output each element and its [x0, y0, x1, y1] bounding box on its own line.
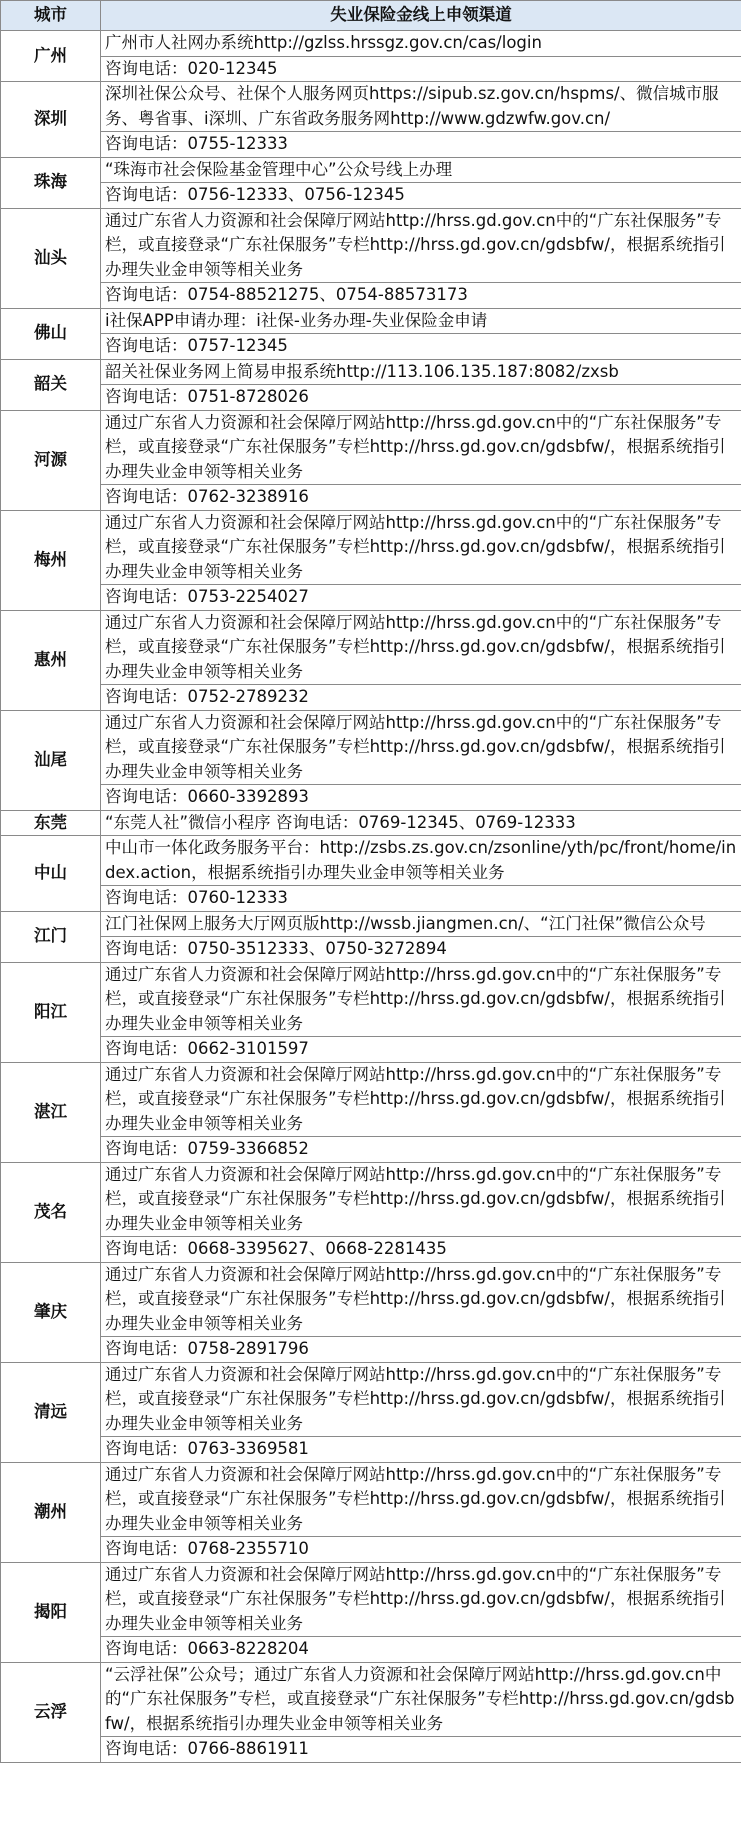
contact-phone: 咨询电话：0751-8728026 — [101, 385, 741, 411]
table-row — [1, 385, 741, 411]
table-row — [1, 911, 741, 937]
channel-text: 通过广东省人力资源和社会保障厅网站http://hrss.gd.gov.cn中的“广东社保服务”专栏，或直接登录“广东社保服务”专栏http://hrss.gd.gov.cn/gdsbfw/，根据系统指引办理失业金申领等相关业务 — [101, 1262, 741, 1337]
contact-phone: 咨询电话：0662-3101597 — [101, 1037, 741, 1063]
city-name: 东莞 — [1, 810, 101, 836]
contact-phone: 咨询电话：0668-3395627、0668-2281435 — [101, 1237, 741, 1263]
city-name: 韶关 — [1, 359, 101, 410]
contact-phone: 咨询电话：0757-12345 — [101, 334, 741, 360]
city-name: 中山 — [1, 836, 101, 912]
city-name: 河源 — [1, 410, 101, 510]
table-row — [1, 1537, 741, 1563]
city-name: 广州 — [1, 31, 101, 82]
channel-text: 通过广东省人力资源和社会保障厅网站http://hrss.gd.gov.cn中的“广东社保服务”专栏，或直接登录“广东社保服务”专栏http://hrss.gd.gov.cn/gdsbfw/，根据系统指引办理失业金申领等相关业务 — [101, 208, 741, 283]
channel-text: 深圳社保公众号、社保个人服务网页https://sipub.sz.gov.cn/hspms/、微信城市服务、粤省事、i深圳、广东省政务服务网http://www.gdzwfw.gov.cn/ — [101, 82, 741, 132]
city-name: 惠州 — [1, 610, 101, 710]
contact-phone: 咨询电话：0753-2254027 — [101, 585, 741, 611]
channel-text: 通过广东省人力资源和社会保障厅网站http://hrss.gd.gov.cn中的“广东社保服务”专栏，或直接登录“广东社保服务”专栏http://hrss.gd.gov.cn/gdsbfw/，根据系统指引办理失业金申领等相关业务 — [101, 710, 741, 785]
table-row — [1, 1462, 741, 1537]
contact-phone: 咨询电话：0755-12333 — [101, 132, 741, 158]
contact-phone: 咨询电话：0759-3366852 — [101, 1137, 741, 1163]
table-row — [1, 485, 741, 511]
city-name: 潮州 — [1, 1462, 101, 1562]
table-row — [1, 359, 741, 385]
channel-text: “珠海市社会保险基金管理中心”公众号线上办理 — [101, 157, 741, 183]
table-row — [1, 283, 741, 309]
header-channels: 失业保险金线上申领渠道 — [101, 1, 741, 31]
city-name: 湛江 — [1, 1062, 101, 1162]
table-row — [1, 585, 741, 611]
table-row — [1, 810, 741, 836]
city-name: 佛山 — [1, 308, 101, 359]
table-row — [1, 1737, 741, 1763]
table-row — [1, 157, 741, 183]
table-row — [1, 132, 741, 158]
table-row — [1, 937, 741, 963]
city-name: 深圳 — [1, 82, 101, 158]
channel-text: 通过广东省人力资源和社会保障厅网站http://hrss.gd.gov.cn中的“广东社保服务”专栏，或直接登录“广东社保服务”专栏http://hrss.gd.gov.cn/gdsbfw/，根据系统指引办理失业金申领等相关业务 — [101, 610, 741, 685]
table-row — [1, 1137, 741, 1163]
channel-text: 江门社保网上服务大厅网页版http://wssb.jiangmen.cn/、“江门社保”微信公众号 — [101, 911, 741, 937]
table-row — [1, 1162, 741, 1237]
contact-phone: 咨询电话：0663-8228204 — [101, 1637, 741, 1663]
channel-text: 韶关社保业务网上简易申报系统http://113.106.135.187:8082/zxsb — [101, 359, 741, 385]
channel-text: “云浮社保”公众号；通过广东省人力资源和社会保障厅网站http://hrss.gd.gov.cn中的“广东社保服务”专栏，或直接登录“广东社保服务”专栏http://hrss.gd.gov.cn/gdsbfw/，根据系统指引办理失业金申领等相关业务 — [101, 1662, 741, 1737]
table-row — [1, 1662, 741, 1737]
contact-phone: 咨询电话：0754-88521275、0754-88573173 — [101, 283, 741, 309]
channel-text: 通过广东省人力资源和社会保障厅网站http://hrss.gd.gov.cn中的“广东社保服务”专栏，或直接登录“广东社保服务”专栏http://hrss.gd.gov.cn/gdsbfw/，根据系统指引办理失业金申领等相关业务 — [101, 410, 741, 485]
contact-phone: 咨询电话：0763-3369581 — [101, 1437, 741, 1463]
contact-phone: 咨询电话：0750-3512333、0750-3272894 — [101, 937, 741, 963]
city-name: 揭阳 — [1, 1562, 101, 1662]
channel-text: 通过广东省人力资源和社会保障厅网站http://hrss.gd.gov.cn中的“广东社保服务”专栏，或直接登录“广东社保服务”专栏http://hrss.gd.gov.cn/gdsbfw/，根据系统指引办理失业金申领等相关业务 — [101, 1562, 741, 1637]
city-name: 云浮 — [1, 1662, 101, 1762]
channel-text: 广州市人社网办系统http://gzlss.hrssgz.gov.cn/cas/login — [101, 31, 741, 57]
contact-phone: 咨询电话：0760-12333 — [101, 886, 741, 912]
city-name: 江门 — [1, 911, 101, 962]
contact-phone: 咨询电话：0762-3238916 — [101, 485, 741, 511]
table-row — [1, 308, 741, 334]
table-row — [1, 1262, 741, 1337]
table-row — [1, 1037, 741, 1063]
channel-text: 通过广东省人力资源和社会保障厅网站http://hrss.gd.gov.cn中的“广东社保服务”专栏，或直接登录“广东社保服务”专栏http://hrss.gd.gov.cn/gdsbfw/，根据系统指引办理失业金申领等相关业务 — [101, 1162, 741, 1237]
channel-text: 通过广东省人力资源和社会保障厅网站http://hrss.gd.gov.cn中的“广东社保服务”专栏，或直接登录“广东社保服务”专栏http://hrss.gd.gov.cn/gdsbfw/，根据系统指引办理失业金申领等相关业务 — [101, 510, 741, 585]
city-name: 梅州 — [1, 510, 101, 610]
table-row — [1, 610, 741, 685]
table-row — [1, 1437, 741, 1463]
header-city: 城市 — [1, 1, 101, 31]
table-row — [1, 410, 741, 485]
table-row — [1, 710, 741, 785]
table-row — [1, 1237, 741, 1263]
table-row — [1, 82, 741, 132]
contact-phone: 咨询电话：0768-2355710 — [101, 1537, 741, 1563]
table-row — [1, 785, 741, 811]
city-name: 汕头 — [1, 208, 101, 308]
table-row — [1, 183, 741, 209]
table-row — [1, 836, 741, 886]
table-row — [1, 1637, 741, 1663]
contact-phone: 咨询电话：0660-3392893 — [101, 785, 741, 811]
channel-text: 通过广东省人力资源和社会保障厅网站http://hrss.gd.gov.cn中的“广东社保服务”专栏，或直接登录“广东社保服务”专栏http://hrss.gd.gov.cn/gdsbfw/，根据系统指引办理失业金申领等相关业务 — [101, 962, 741, 1037]
city-name: 肇庆 — [1, 1262, 101, 1362]
contact-phone: 咨询电话：020-12345 — [101, 56, 741, 82]
table-row — [1, 208, 741, 283]
table-row — [1, 1337, 741, 1363]
city-name: 汕尾 — [1, 710, 101, 810]
table-row — [1, 886, 741, 912]
channel-text: 中山市一体化政务服务平台：http://zsbs.zs.gov.cn/zsonline/yth/pc/front/home/index.action，根据系统指引办理失业金申领等相关业务 — [101, 836, 741, 886]
channel-text: i社保APP申请办理：i社保-业务办理-失业保险金申请 — [101, 308, 741, 334]
table-row — [1, 1062, 741, 1137]
channel-text: 通过广东省人力资源和社会保障厅网站http://hrss.gd.gov.cn中的“广东社保服务”专栏，或直接登录“广东社保服务”专栏http://hrss.gd.gov.cn/gdsbfw/，根据系统指引办理失业金申领等相关业务 — [101, 1362, 741, 1437]
table-row — [1, 1562, 741, 1637]
contact-phone: 咨询电话：0758-2891796 — [101, 1337, 741, 1363]
channel-text: 通过广东省人力资源和社会保障厅网站http://hrss.gd.gov.cn中的“广东社保服务”专栏，或直接登录“广东社保服务”专栏http://hrss.gd.gov.cn/gdsbfw/，根据系统指引办理失业金申领等相关业务 — [101, 1462, 741, 1537]
table-row — [1, 31, 741, 57]
header-row — [1, 1, 741, 31]
contact-phone: 咨询电话：0752-2789232 — [101, 685, 741, 711]
table-row — [1, 962, 741, 1037]
table-row — [1, 685, 741, 711]
contact-phone: 咨询电话：0766-8861911 — [101, 1737, 741, 1763]
channel-text: 通过广东省人力资源和社会保障厅网站http://hrss.gd.gov.cn中的“广东社保服务”专栏，或直接登录“广东社保服务”专栏http://hrss.gd.gov.cn/gdsbfw/，根据系统指引办理失业金申领等相关业务 — [101, 1062, 741, 1137]
city-name: 珠海 — [1, 157, 101, 208]
city-name: 茂名 — [1, 1162, 101, 1262]
table-row — [1, 334, 741, 360]
table-row — [1, 56, 741, 82]
table-row — [1, 510, 741, 585]
city-name: 清远 — [1, 1362, 101, 1462]
table-row — [1, 1362, 741, 1437]
contact-phone: “东莞人社”微信小程序 咨询电话：0769-12345、0769-12333 — [101, 810, 741, 836]
city-name: 阳江 — [1, 962, 101, 1062]
contact-phone: 咨询电话：0756-12333、0756-12345 — [101, 183, 741, 209]
